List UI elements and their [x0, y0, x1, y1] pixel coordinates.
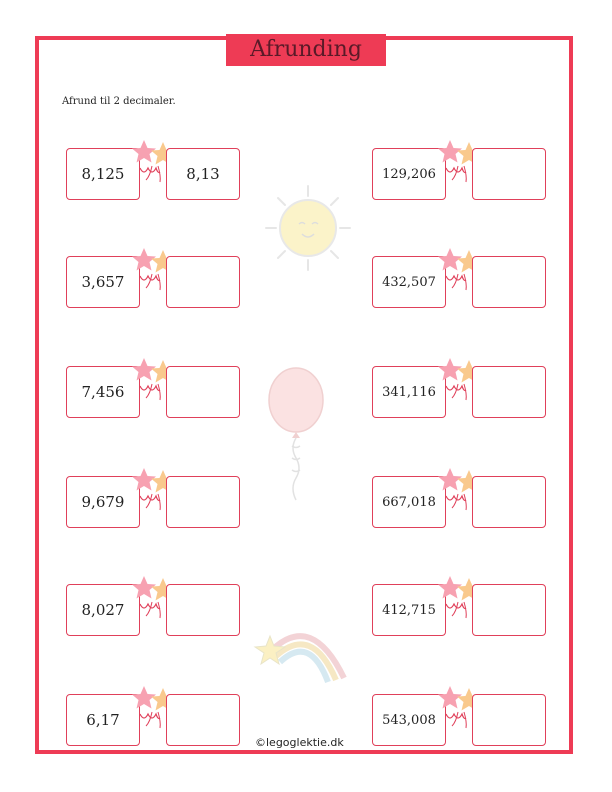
balloon-icon — [266, 366, 326, 506]
number-value: 129,206 — [382, 166, 436, 182]
rounding-exercise — [372, 584, 548, 640]
rounding-exercise — [66, 694, 242, 750]
page-title: Afrunding — [226, 34, 386, 66]
shooting-star-icon — [252, 620, 352, 686]
answer-box[interactable] — [472, 148, 546, 200]
number-ticket — [66, 694, 140, 746]
rounding-exercise — [66, 476, 242, 532]
number-ticket — [66, 148, 140, 200]
rounding-exercise — [372, 256, 548, 312]
number-ticket — [372, 256, 446, 308]
number-value: 7,456 — [81, 383, 125, 401]
answer-box[interactable] — [166, 366, 240, 418]
rounding-exercise — [66, 148, 242, 204]
answer-box[interactable] — [472, 256, 546, 308]
number-value: 6,17 — [86, 711, 120, 729]
number-value: 432,507 — [382, 274, 436, 290]
number-value: 3,657 — [81, 273, 125, 291]
rounding-exercise — [66, 366, 242, 422]
number-value: 8,027 — [81, 601, 125, 619]
number-value: 667,018 — [382, 494, 436, 510]
number-value: 8,125 — [81, 165, 125, 183]
number-ticket — [372, 694, 446, 746]
rounding-exercise — [372, 694, 548, 750]
answer-box[interactable] — [166, 256, 240, 308]
answer-box[interactable] — [166, 148, 240, 200]
rounding-exercise — [66, 256, 242, 312]
number-ticket — [372, 366, 446, 418]
answer-box[interactable] — [166, 694, 240, 746]
rounding-exercise — [372, 148, 548, 204]
number-ticket — [66, 256, 140, 308]
answer-value: 8,13 — [186, 165, 220, 183]
number-ticket — [372, 476, 446, 528]
number-value: 341,116 — [382, 384, 436, 400]
number-value: 9,679 — [81, 493, 125, 511]
answer-box[interactable] — [472, 584, 546, 636]
answer-box[interactable] — [166, 476, 240, 528]
footer-copyright: ©legoglektie.dk — [255, 736, 344, 749]
rounding-exercise — [372, 476, 548, 532]
number-ticket — [66, 584, 140, 636]
number-ticket — [372, 584, 446, 636]
answer-box[interactable] — [472, 476, 546, 528]
instruction-text: Afrund til 2 decimaler. — [62, 96, 176, 107]
number-ticket — [372, 148, 446, 200]
answer-box[interactable] — [166, 584, 240, 636]
number-ticket — [66, 476, 140, 528]
answer-box[interactable] — [472, 366, 546, 418]
answer-box[interactable] — [472, 694, 546, 746]
number-value: 412,715 — [382, 602, 436, 618]
number-ticket — [66, 366, 140, 418]
rounding-exercise — [372, 366, 548, 422]
rounding-exercise — [66, 584, 242, 640]
number-value: 543,008 — [382, 712, 436, 728]
sun-icon — [262, 182, 354, 274]
